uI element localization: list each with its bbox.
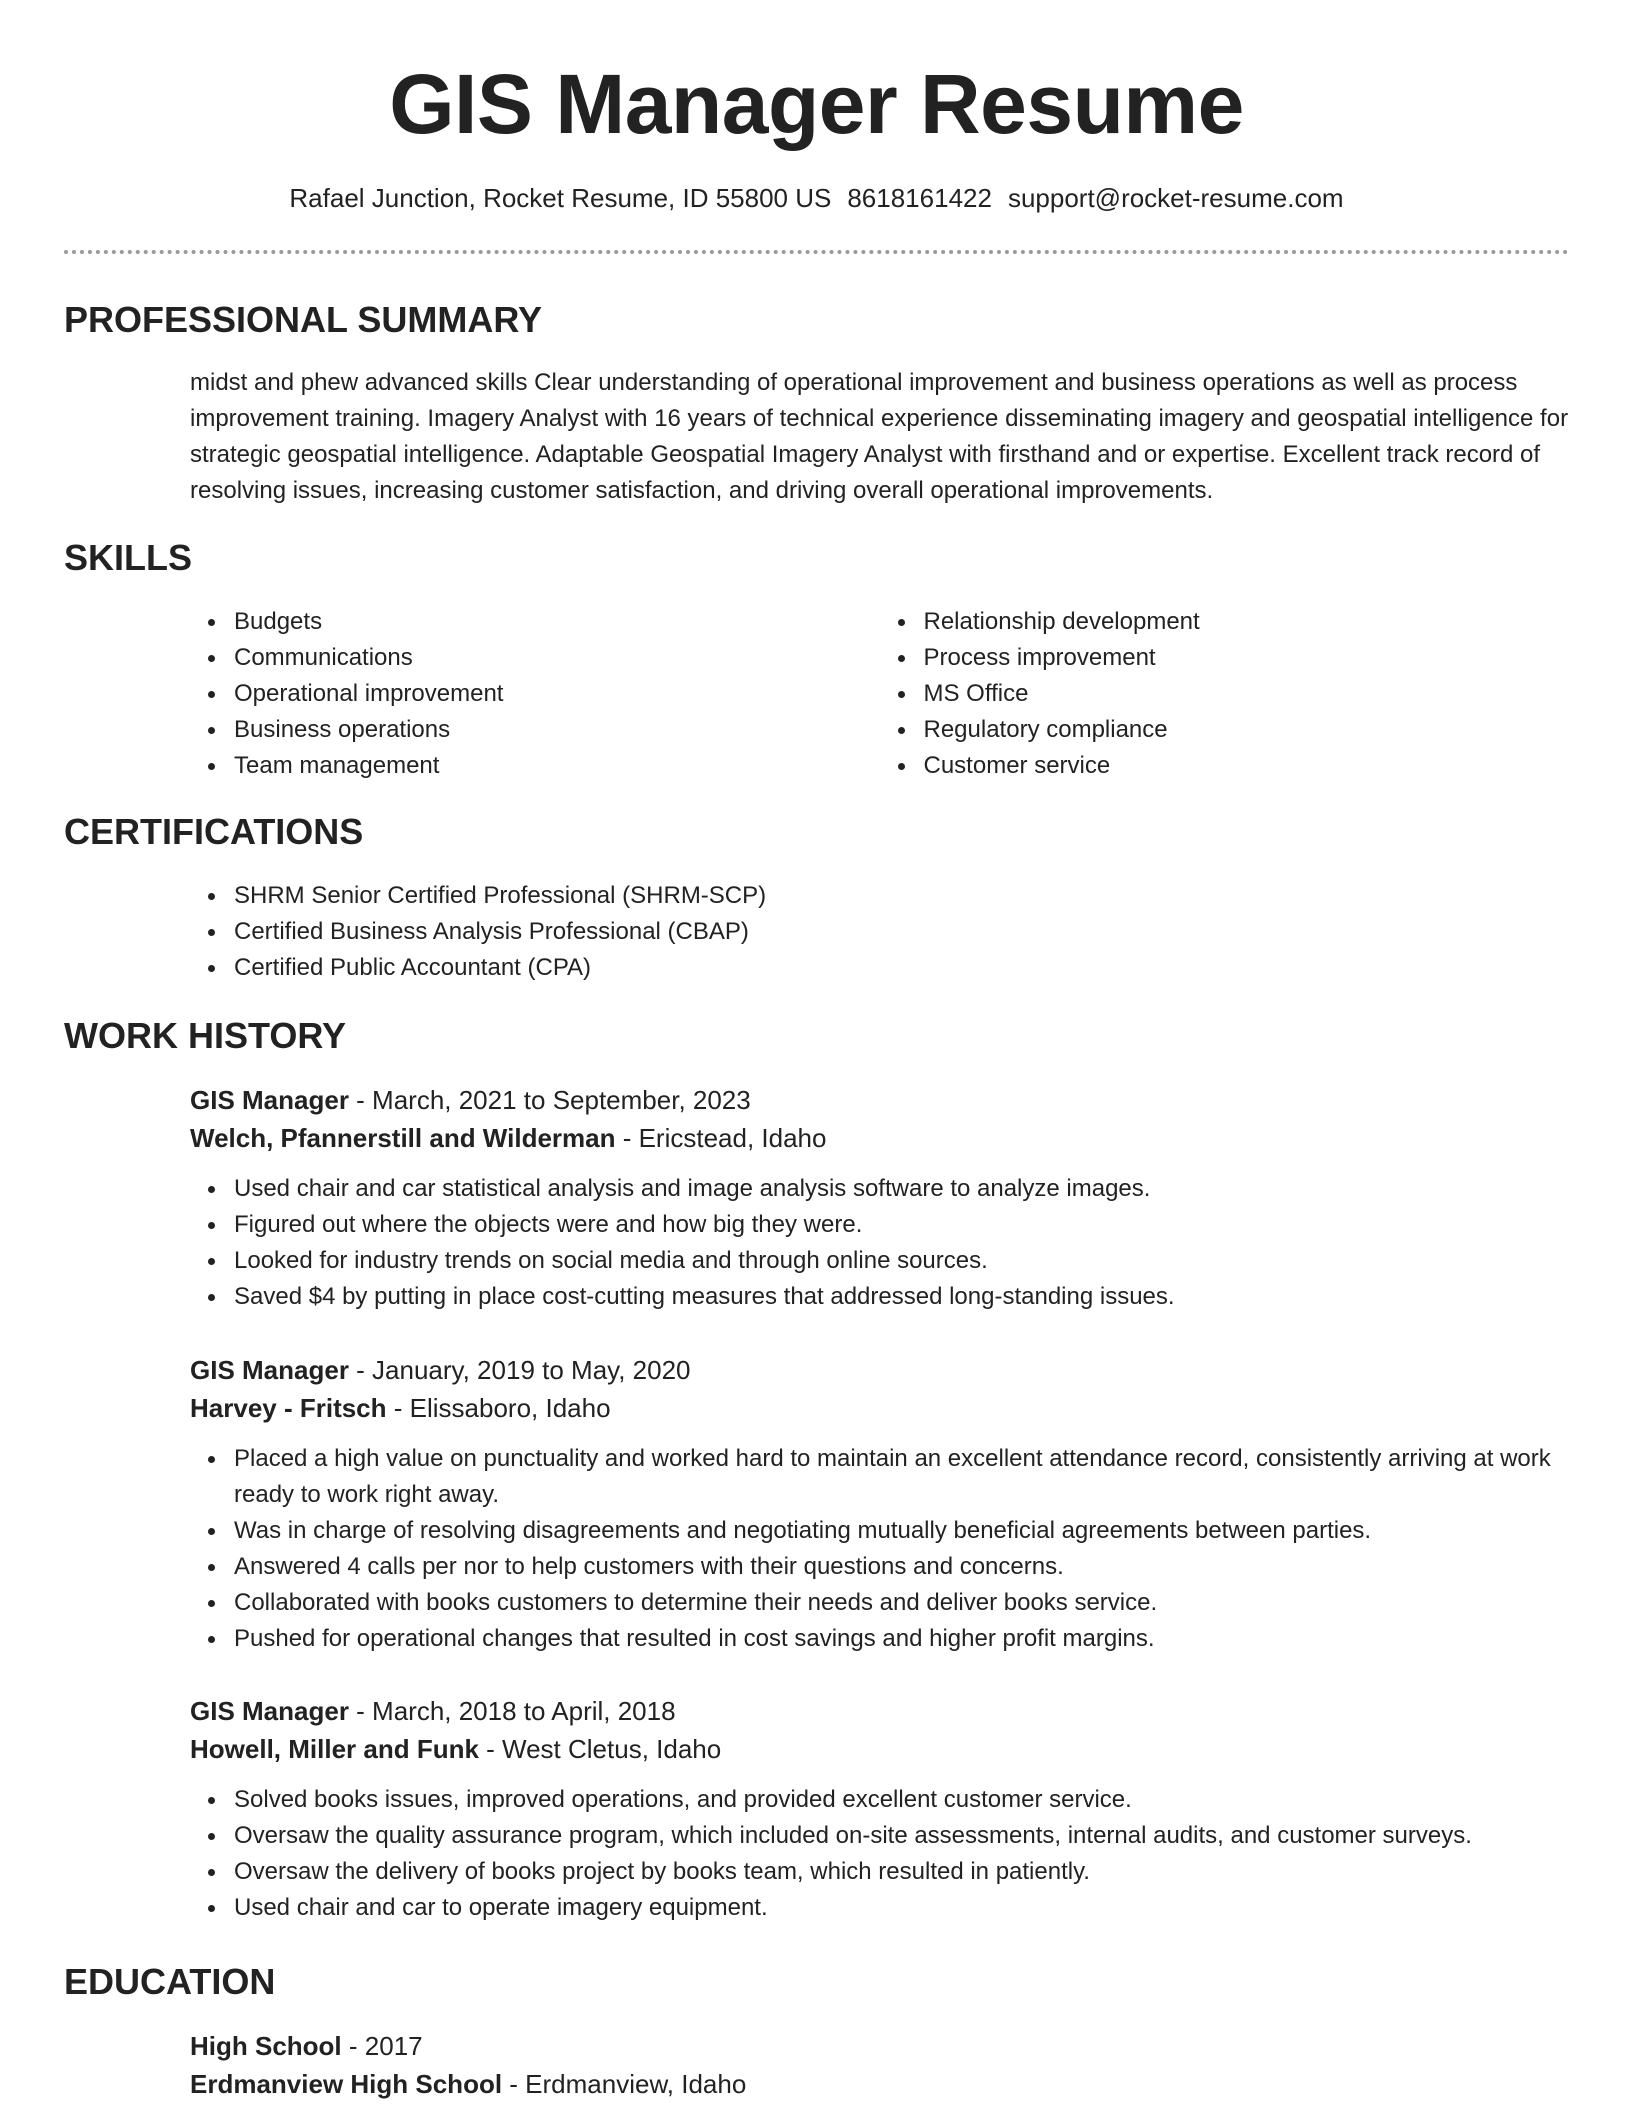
list-item: Placed a high value on punctuality and worked hard to maintain an excellent attendance record, consistently arriving at work ready to work right away. — [234, 1441, 1569, 1513]
list-item: Customer service — [924, 748, 1570, 784]
job-duties — [190, 1782, 1569, 1926]
education-school: Erdmanview High School — [190, 2069, 503, 2099]
job-dates: - March, 2021 to September, 2023 — [348, 1085, 751, 1115]
job-entry — [190, 1692, 1569, 1926]
education-degree: High School — [190, 2031, 342, 2061]
skills-list-right — [880, 604, 1570, 784]
contact-info — [64, 181, 1569, 215]
list-item: Communications — [234, 640, 880, 676]
skills-section — [190, 604, 1569, 784]
summary-heading: PROFESSIONAL SUMMARY — [64, 299, 543, 340]
job-dates: - January, 2019 to May, 2020 — [348, 1355, 691, 1385]
summary-text: midst and phew advanced skills Clear understanding of operational improvement and business operations as well as process improvement training. Imagery Analyst with 16 years of technical experience disseminating imagery and geospatial intelligence for strategic geospatial intelligence. Adaptable Geospatial Imagery Analyst with firsthand and or expertise. Excellent track record of resolving issues, increasing customer satisfaction, and driving overall operational improvements. — [190, 369, 1569, 504]
job-company-line — [190, 1730, 1569, 1768]
job-title-line — [190, 1692, 1569, 1730]
work-history-heading: WORK HISTORY — [64, 1015, 347, 1056]
list-item: Certified Public Accountant (CPA) — [234, 950, 1569, 986]
page-title: GIS Manager Resume — [389, 57, 1244, 151]
skills-heading: SKILLS — [64, 537, 193, 578]
certifications-section — [190, 878, 1569, 986]
list-item: Operational improvement — [234, 676, 880, 712]
list-item: Saved $4 by putting in place cost-cutting measures that addressed long-standing issues. — [234, 1279, 1569, 1315]
job-location: - Ericstead, Idaho — [615, 1123, 827, 1153]
education-year: - 2017 — [341, 2031, 423, 2061]
job-title-line — [190, 1351, 1569, 1389]
job-duties — [190, 1441, 1569, 1657]
list-item: Budgets — [234, 604, 880, 640]
list-item: SHRM Senior Certified Professional (SHRM-SCP) — [234, 878, 1569, 914]
job-title-line — [190, 1081, 1569, 1119]
contact-phone: 8618161422 — [847, 183, 992, 213]
job-dates: - March, 2018 to April, 2018 — [348, 1696, 676, 1726]
education-heading: EDUCATION — [64, 1961, 276, 2002]
job-title: GIS Manager — [190, 1696, 349, 1726]
contact-address: Rafael Junction, Rocket Resume, ID 55800 US — [289, 183, 832, 213]
list-item: Relationship development — [924, 604, 1570, 640]
list-item: Used chair and car to operate imagery equipment. — [234, 1890, 1569, 1926]
job-company: Welch, Pfannerstill and Wilderman — [190, 1123, 616, 1153]
list-item: Was in charge of resolving disagreements and negotiating mutually beneficial agreements between parties. — [234, 1513, 1569, 1549]
list-item: Figured out where the objects were and how big they were. — [234, 1207, 1569, 1243]
list-item: Oversaw the quality assurance program, which included on-site assessments, internal audits, and customer surveys. — [234, 1818, 1569, 1854]
header-divider — [64, 250, 1569, 254]
job-company: Harvey - Fritsch — [190, 1393, 387, 1423]
job-company-line — [190, 1119, 1569, 1157]
job-duties — [190, 1171, 1569, 1315]
job-location: - Elissaboro, Idaho — [386, 1393, 611, 1423]
list-item: MS Office — [924, 676, 1570, 712]
list-item: Pushed for operational changes that resulted in cost savings and higher profit margins. — [234, 1621, 1569, 1657]
skills-list-left — [190, 604, 880, 784]
list-item: Team management — [234, 748, 880, 784]
job-company: Howell, Miller and Funk — [190, 1734, 479, 1764]
job-company-line — [190, 1389, 1569, 1427]
education-location: - Erdmanview, Idaho — [502, 2069, 747, 2099]
education-school-line — [190, 2065, 1569, 2103]
certifications-heading: CERTIFICATIONS — [64, 811, 364, 852]
job-title: GIS Manager — [190, 1355, 349, 1385]
job-title: GIS Manager — [190, 1085, 349, 1115]
certifications-list — [190, 878, 1569, 986]
list-item: Business operations — [234, 712, 880, 748]
list-item: Solved books issues, improved operations, and provided excellent customer service. — [234, 1782, 1569, 1818]
list-item: Oversaw the delivery of books project by books team, which resulted in patiently. — [234, 1854, 1569, 1890]
job-entry — [190, 1081, 1569, 1315]
job-entry — [190, 1351, 1569, 1657]
list-item: Certified Business Analysis Professional (CBAP) — [234, 914, 1569, 950]
list-item: Used chair and car statistical analysis and image analysis software to analyze images. — [234, 1171, 1569, 1207]
list-item: Process improvement — [924, 640, 1570, 676]
list-item: Collaborated with books customers to determine their needs and deliver books service. — [234, 1585, 1569, 1621]
education-entry — [190, 2027, 1569, 2103]
list-item: Looked for industry trends on social media and through online sources. — [234, 1243, 1569, 1279]
summary-section — [190, 365, 1569, 509]
list-item: Regulatory compliance — [924, 712, 1570, 748]
list-item: Answered 4 calls per nor to help customers with their questions and concerns. — [234, 1549, 1569, 1585]
job-location: - West Cletus, Idaho — [478, 1734, 722, 1764]
education-degree-line — [190, 2027, 1569, 2065]
contact-email[interactable]: support@rocket-resume.com — [1007, 183, 1344, 213]
